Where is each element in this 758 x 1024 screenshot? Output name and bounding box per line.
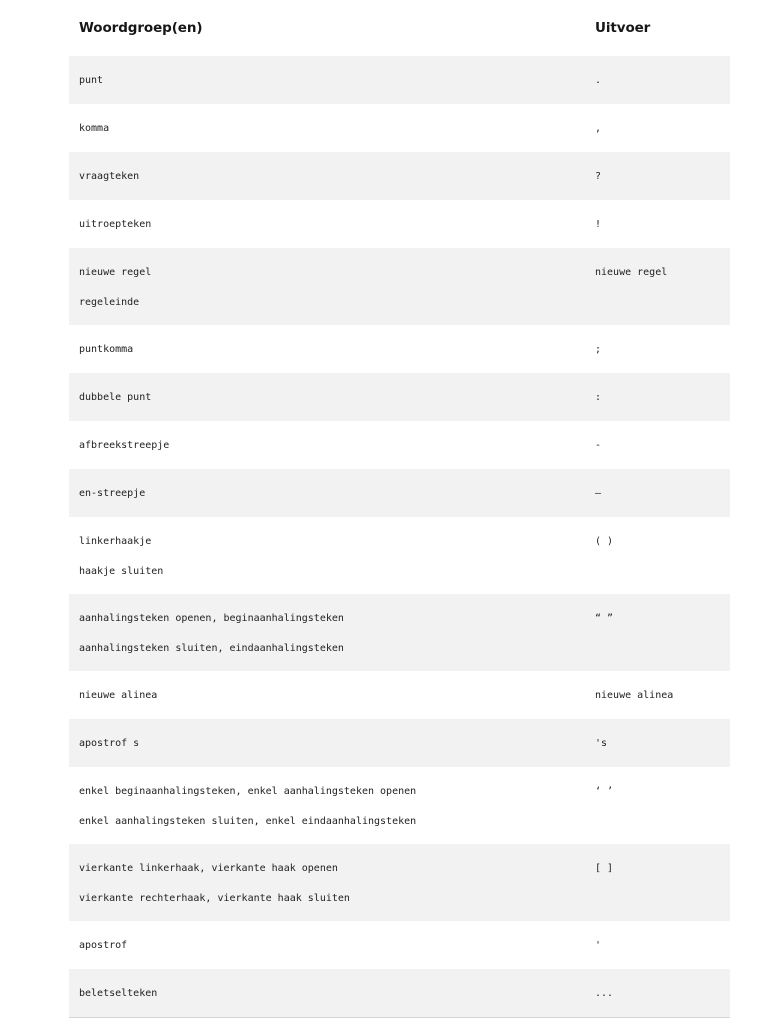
output-cell	[585, 421, 730, 469]
phrase-text: vraagteken	[79, 171, 140, 182]
phrase-text: linkerhaakje	[79, 536, 152, 547]
phrase-text: puntkomma	[79, 344, 134, 355]
phrase-text: en-streepje	[79, 488, 146, 499]
output-text: ( )	[595, 536, 614, 547]
phrase-cell	[69, 152, 585, 200]
column-header-phrases: Woordgroep(en)	[79, 20, 203, 36]
output-text: “ ”	[595, 613, 614, 624]
dictation-punctuation-table	[69, 0, 730, 1018]
output-cell	[585, 719, 730, 767]
table-row	[69, 373, 730, 421]
phrase-text: nieuwe regel	[79, 267, 152, 278]
table-row	[69, 469, 730, 517]
table-row	[69, 248, 730, 325]
phrase-cell	[69, 248, 585, 325]
phrase-text: apostrof s	[79, 738, 140, 749]
table-row	[69, 56, 730, 104]
phrase-cell	[69, 200, 585, 248]
column-header-output: Uitvoer	[595, 20, 651, 36]
output-text: !	[595, 219, 602, 230]
table-header	[69, 0, 730, 56]
table-row	[69, 421, 730, 469]
output-cell	[585, 200, 730, 248]
phrase-text: haakje sluiten	[79, 566, 164, 577]
output-text: '	[595, 940, 602, 951]
output-cell	[585, 671, 730, 719]
dictation-table-container	[69, 0, 730, 1018]
phrase-text: dubbele punt	[79, 392, 152, 403]
table-row	[69, 844, 730, 921]
phrase-text: aanhalingsteken sluiten, eindaanhalingsteken	[79, 643, 344, 654]
table-row	[69, 594, 730, 671]
table-row	[69, 325, 730, 373]
phrase-cell	[69, 325, 585, 373]
phrase-cell	[69, 594, 585, 671]
phrase-cell	[69, 767, 585, 844]
phrase-text: nieuwe alinea	[79, 690, 158, 701]
phrase-cell	[69, 517, 585, 594]
output-text: ‘ ’	[595, 786, 614, 797]
output-cell	[585, 325, 730, 373]
table-row	[69, 200, 730, 248]
phrase-text: komma	[79, 123, 110, 134]
output-cell	[585, 921, 730, 969]
phrase-cell	[69, 469, 585, 517]
output-text: –	[595, 488, 602, 499]
output-text: 's	[595, 738, 608, 749]
phrase-cell	[69, 421, 585, 469]
table-row	[69, 104, 730, 152]
phrase-text: uitroepteken	[79, 219, 152, 230]
output-cell	[585, 152, 730, 200]
output-cell	[585, 56, 730, 104]
output-cell	[585, 469, 730, 517]
phrase-text: beletselteken	[79, 988, 158, 999]
output-cell	[585, 517, 730, 594]
phrase-text: aanhalingsteken openen, beginaanhalingsteken	[79, 613, 344, 624]
phrase-text: apostrof	[79, 940, 128, 951]
table-body	[69, 56, 730, 1018]
header-row	[69, 0, 730, 56]
output-text: -	[595, 440, 602, 451]
table-row	[69, 969, 730, 1018]
phrase-text: regeleinde	[79, 297, 140, 308]
output-text: nieuwe alinea	[595, 690, 674, 701]
output-cell	[585, 969, 730, 1018]
phrase-text: enkel aanhalingsteken sluiten, enkel eindaanhalingsteken	[79, 816, 417, 827]
phrase-text: afbreekstreepje	[79, 440, 170, 451]
output-text: ,	[595, 123, 602, 134]
phrase-cell	[69, 671, 585, 719]
output-cell	[585, 104, 730, 152]
table-row	[69, 921, 730, 969]
phrase-text: punt	[79, 75, 104, 86]
phrase-cell	[69, 104, 585, 152]
output-cell	[585, 767, 730, 844]
table-row	[69, 767, 730, 844]
output-text: ?	[595, 171, 602, 182]
phrase-cell	[69, 719, 585, 767]
output-text: :	[595, 392, 602, 403]
phrase-cell	[69, 921, 585, 969]
output-text: nieuwe regel	[595, 267, 668, 278]
output-text: .	[595, 75, 602, 86]
output-text: [ ]	[595, 863, 614, 874]
phrase-text: enkel beginaanhalingsteken, enkel aanhalingsteken openen	[79, 786, 417, 797]
phrase-cell	[69, 969, 585, 1018]
phrase-cell	[69, 56, 585, 104]
output-text: ;	[595, 344, 602, 355]
table-row	[69, 671, 730, 719]
output-cell	[585, 248, 730, 325]
phrase-cell	[69, 844, 585, 921]
output-cell	[585, 594, 730, 671]
table-row	[69, 517, 730, 594]
table-row	[69, 152, 730, 200]
phrase-text: vierkante linkerhaak, vierkante haak openen	[79, 863, 338, 874]
phrase-cell	[69, 373, 585, 421]
output-text: ...	[595, 988, 614, 999]
output-cell	[585, 373, 730, 421]
table-row	[69, 719, 730, 767]
output-cell	[585, 844, 730, 921]
phrase-text: vierkante rechterhaak, vierkante haak sluiten	[79, 893, 350, 904]
